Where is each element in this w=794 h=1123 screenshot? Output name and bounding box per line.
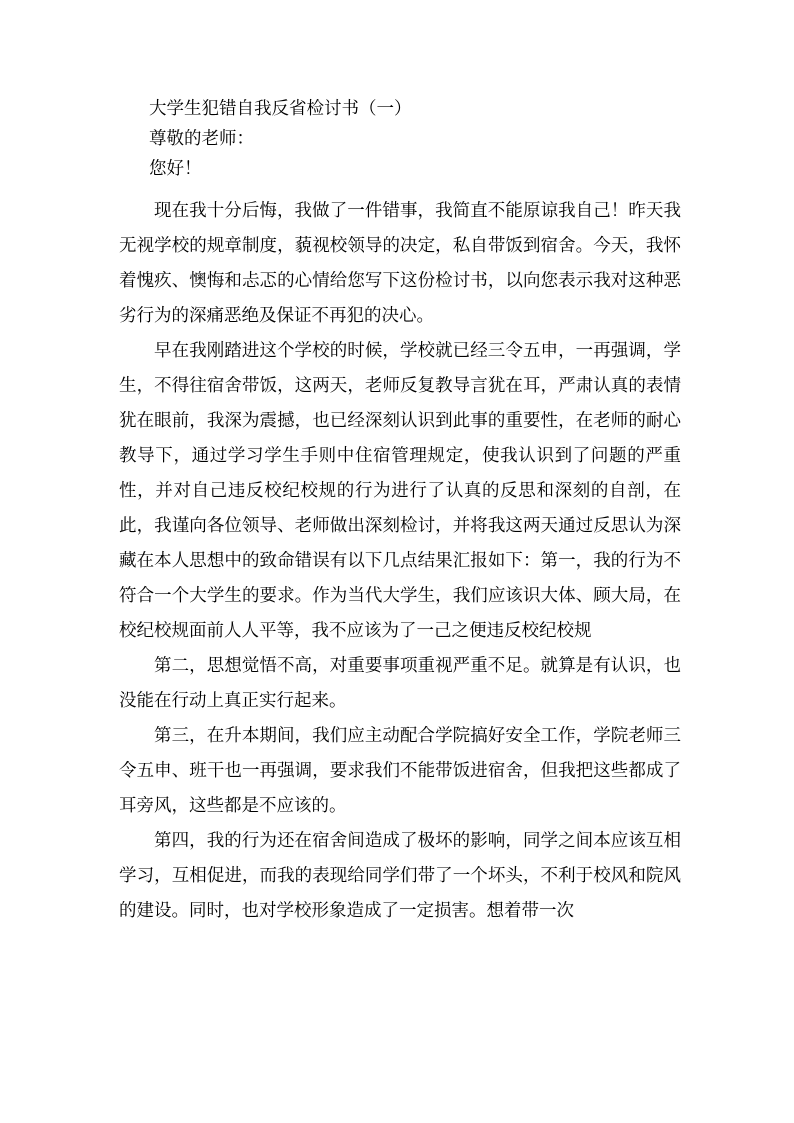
greeting: 您好！	[149, 159, 202, 179]
paragraph-4: 第三，在升本期间，我们应主动配合学院搞好安全工作，学院老师三令五申、班干也一再强调，要求我们不能带饭进宿舍，但我把这些都成了耳旁风，这些都是不应该的。	[119, 726, 681, 816]
paragraph-3: 第二，思想觉悟不高，对重要事项重视严重不足。就算是有认识，也没能在行动上真正实行起来。	[119, 656, 681, 711]
spacer	[119, 184, 681, 194]
paragraph-1: 现在我十分后悔，我做了一件错事，我简直不能原谅我自己！昨天我无视学校的规章制度，藐视校领导的决定，私自带饭到宿舍。今天，我怀着愧疚、懊悔和忐忑的心情给您写下这份检讨书，以向您表示我对这种恶劣行为的深痛恶绝及保证不再犯的决心。	[119, 201, 681, 326]
document-title: 大学生犯错自我反省检讨书（一）	[149, 99, 412, 119]
paragraph-5: 第四，我的行为还在宿舍间造成了极坏的影响，同学之间本应该互相学习，互相促进，而我的表现给同学们带了一个坏头，不利于校风和院风的建设。同时，也对学校形象造成了一定损害。想着带一次	[119, 831, 681, 921]
paragraph-2: 早在我刚踏进这个学校的时候，学校就已经三令五申，一再强调，学生，不得往宿舍带饭，这两天，老师反复教导言犹在耳，严肃认真的表情犹在眼前，我深为震撼，也已经深刻认识到此事的重要性，在老师的耐心教导下，通过学习学生手则中住宿管理规定，使我认识到了问题的严重性，并对自己违反校纪校规的行为进行了认真的反思和深刻的自剖，在此，我谨向各位领导、老师做出深刻检讨，并将我这两天通过反思认为深藏在本人思想中的致命错误有以下几点结果汇报如下：第一，我的行为不符合一个大学生的要求。作为当代大学生，我们应该识大体、顾大局，在校纪校规面前人人平等，我不应该为了一己之便违反校纪校规	[119, 341, 681, 641]
document-page	[119, 94, 681, 929]
salutation: 尊敬的老师：	[149, 129, 254, 149]
